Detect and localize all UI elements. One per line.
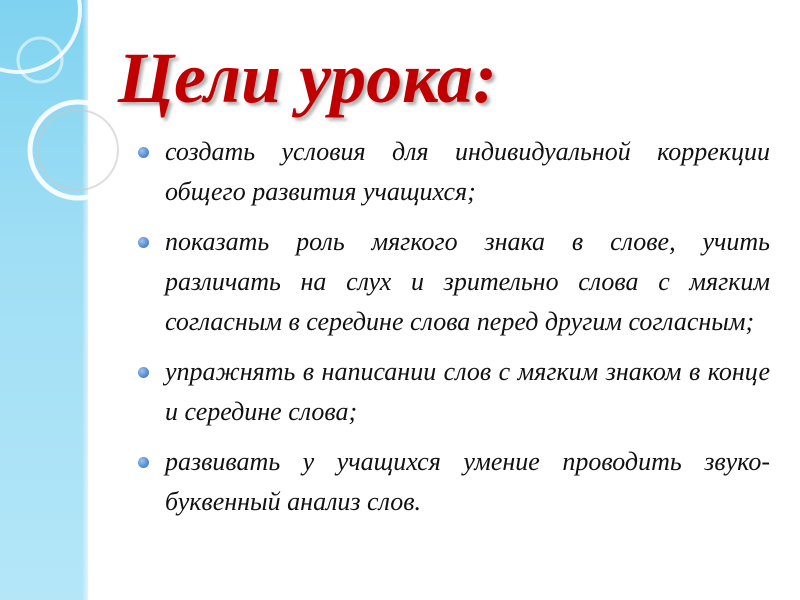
goal-text: развивать у учащихся умение проводить звуко-буквенный анализ слов. xyxy=(165,447,770,516)
goal-text: упражнять в написании слов с мягким знаком в конце и середине слова; xyxy=(165,357,770,426)
bullet-dot-icon xyxy=(138,367,149,378)
goal-item xyxy=(138,132,770,212)
goal-text: показать роль мягкого знака в слове, учить различать на слух и зрительно слова с мягким согласным в середине слова перед другим согласным; xyxy=(165,227,770,336)
bullet-dot-icon xyxy=(138,457,149,468)
decorative-circle-medium xyxy=(30,102,126,198)
goals-list xyxy=(138,132,770,532)
bullet-dot-icon xyxy=(138,147,149,158)
decorative-circle-inner xyxy=(38,110,118,190)
decorative-circle-large xyxy=(0,0,80,72)
goal-item xyxy=(138,222,770,342)
goal-text: создать условия для индивидуальной коррекции общего развития учащихся; xyxy=(165,137,770,206)
slide-title: Цели урока: xyxy=(118,38,497,118)
goal-item xyxy=(138,442,770,522)
goal-item xyxy=(138,352,770,432)
bullet-dot-icon xyxy=(138,237,149,248)
